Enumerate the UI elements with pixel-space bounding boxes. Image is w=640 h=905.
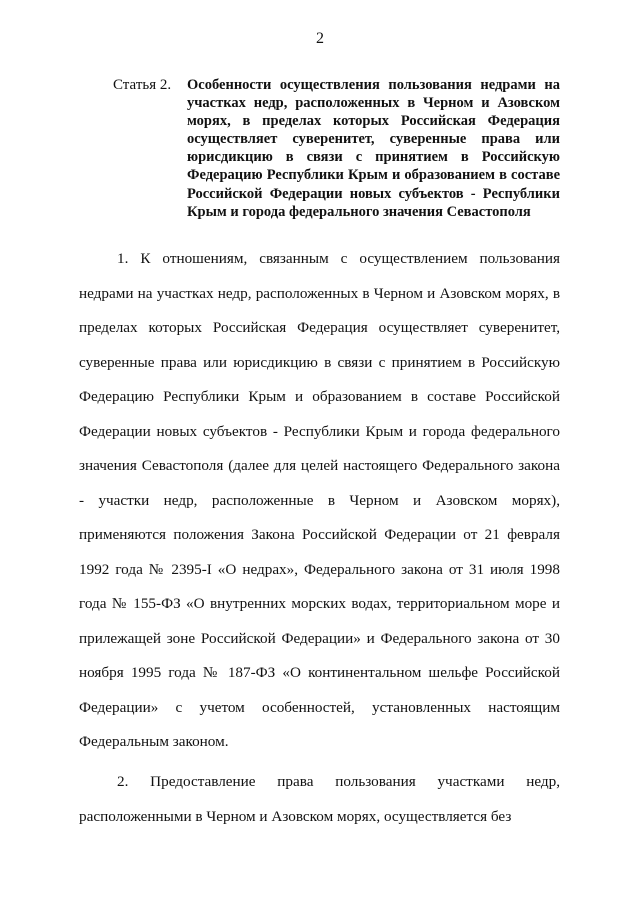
paragraph-1: 1. К отношениям, связанным с осуществлением пользования недрами на участках недр, расположенных в Черном и Азовском морях, в пределах которых Российская Федерация осуществляет суверенитет, суверенные права или юрисдикцию в связи с принятием в Российскую Федерацию Республики Крым и образованием в составе Российской Федерации новых субъектов - Республики Крым и города федерального значения Севастополя (далее для целей настоящего Федерального закона - участки недр, расположенные в Черном и Азовском морях), применяются положения Закона Российской Федерации от 21 февраля 1992 года № 2395-I «О недрах», Федерального закона от 31 июля 1998 года № 155-ФЗ «О внутренних морских водах, территориальном море и прилежащей зоне Российской Федерации» и Федерального закона от 30 ноября 1995 года № 187-ФЗ «О континентальном шельфе Российской Федерации» с учетом особенностей, установленных настоящим Федеральным законом. — [79, 250, 560, 750]
article-label: Статья 2. — [113, 77, 172, 93]
paragraph-2: 2. Предоставление права пользования участками недр, расположенными в Черном и Азовском морях, осуществляется без — [79, 773, 560, 825]
article-title: Особенности осуществления пользования недрами на участках недр, расположенных в Черном и Азовском морях, в пределах которых Российская Федерация осуществляет суверенитет, суверенные права или юрисдикцию в связи с принятием в Российскую Федерацию Республики Крым и образованием в составе Российской Федерации новых субъектов - Республики Крым и города федерального значения Севастополя — [187, 77, 560, 220]
page-number: 2 — [316, 30, 324, 47]
